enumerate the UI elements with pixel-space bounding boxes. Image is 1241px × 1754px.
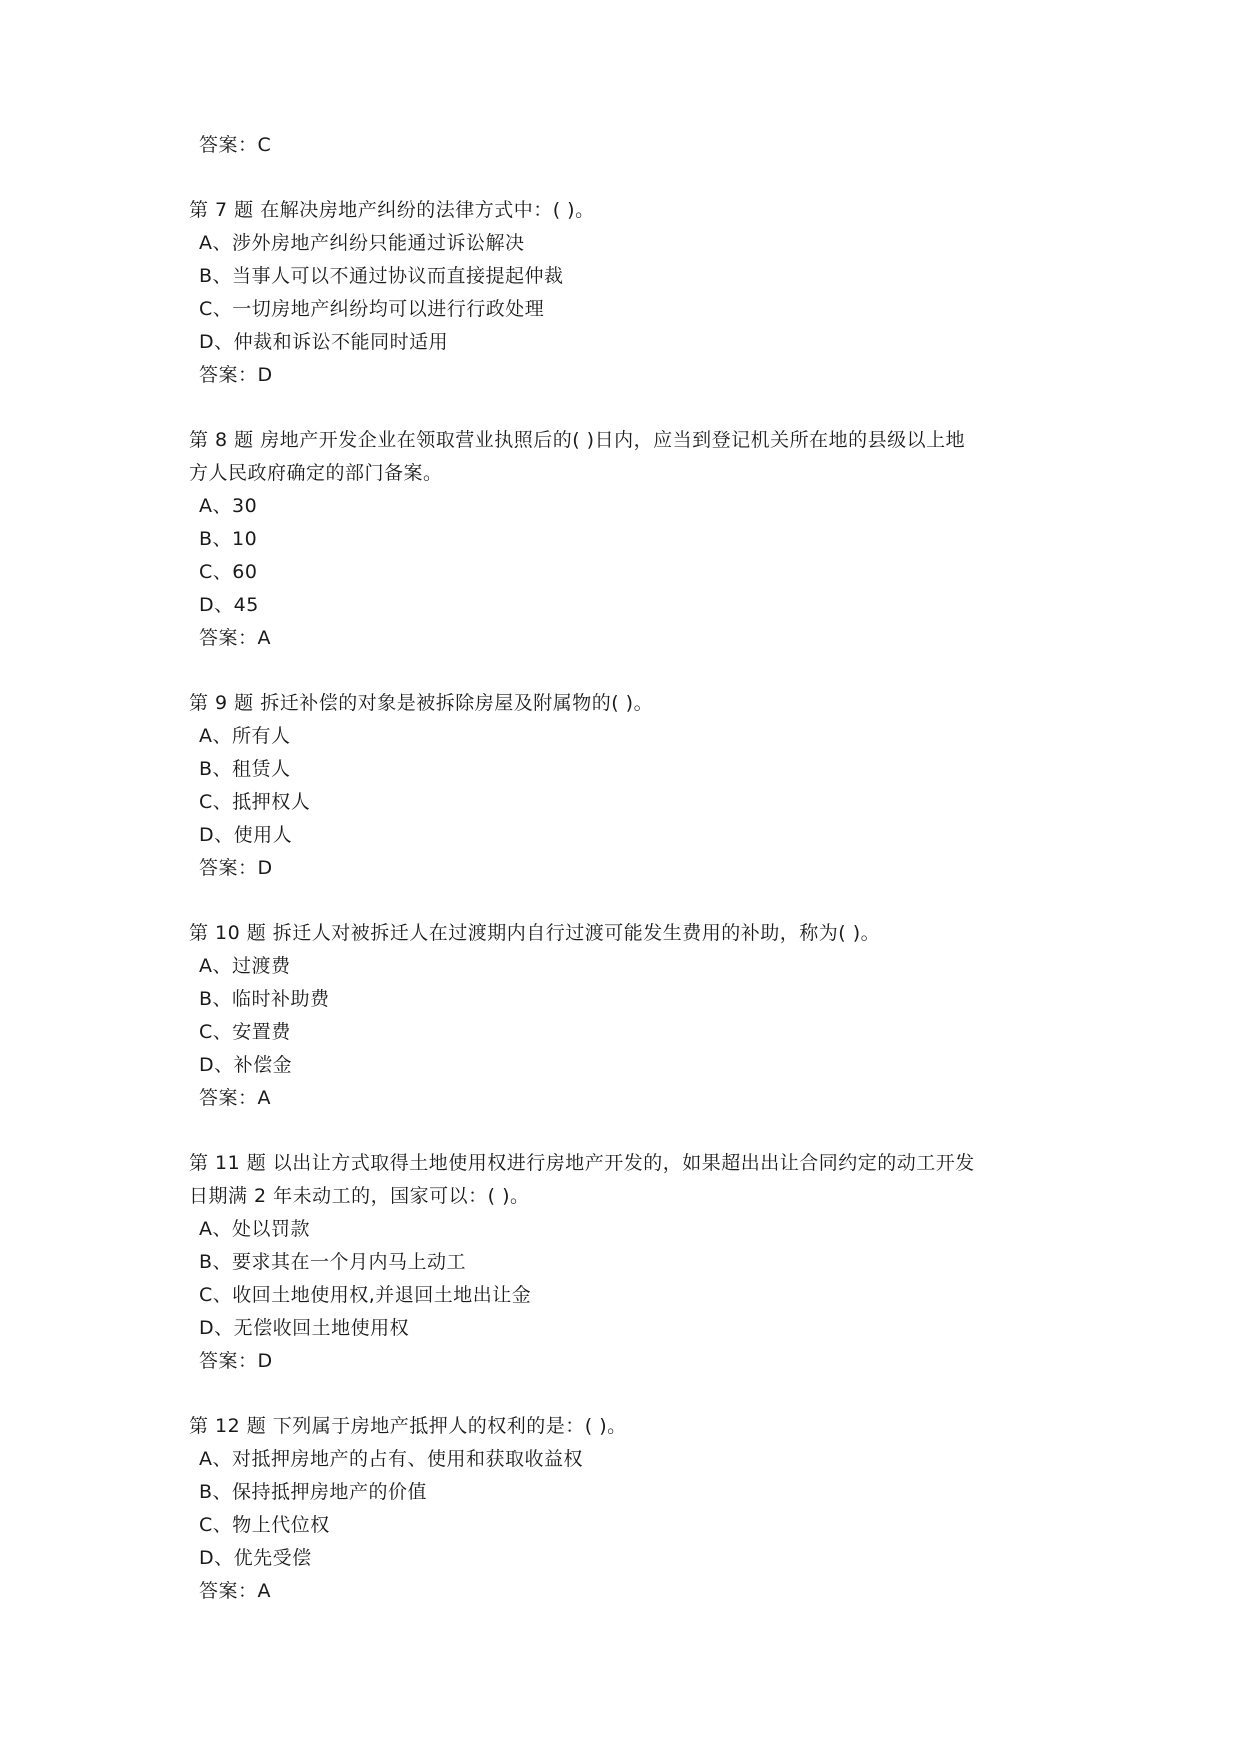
question-8-option-c: C、60	[199, 561, 258, 583]
question-11-stem-line-1: 第 11 题 以出让方式取得土地使用权进行房地产开发的，如果超出出让合同约定的动工开发	[189, 1152, 975, 1174]
question-12-option-b: B、保持抵押房地产的价值	[199, 1481, 428, 1503]
question-9-option-d: D、使用人	[199, 824, 293, 846]
question-8-answer: 答案：A	[199, 627, 271, 649]
question-11-option-b: B、要求其在一个月内马上动工	[199, 1251, 467, 1273]
question-7-stem: 第 7 题 在解决房地产纠纷的法律方式中：( )。	[189, 199, 595, 221]
question-12-option-c: C、物上代位权	[199, 1514, 330, 1536]
question-11-option-a: A、处以罚款	[199, 1218, 310, 1240]
question-10-option-c: C、安置费	[199, 1021, 291, 1043]
question-8-option-d: D、45	[199, 594, 259, 616]
question-9-answer: 答案：D	[199, 857, 273, 879]
question-8-option-b: B、10	[199, 528, 258, 550]
question-11-stem-line-2: 日期满 2 年未动工的，国家可以：( )。	[189, 1185, 530, 1207]
question-7-answer: 答案：D	[199, 364, 273, 386]
question-12-option-d: D、优先受偿	[199, 1547, 312, 1569]
question-10-stem: 第 10 题 拆迁人对被拆迁人在过渡期内自行过渡可能发生费用的补助，称为( )。	[189, 922, 881, 944]
question-7-option-d: D、仲裁和诉讼不能同时适用	[199, 331, 449, 353]
question-9-option-b: B、租赁人	[199, 758, 291, 780]
question-9-option-a: A、所有人	[199, 725, 291, 747]
question-12-stem: 第 12 题 下列属于房地产抵押人的权利的是：( )。	[189, 1415, 627, 1437]
question-7-option-c: C、一切房地产纠纷均可以进行行政处理	[199, 298, 545, 320]
answer-q6: 答案：C	[199, 134, 272, 156]
question-10-option-a: A、过渡费	[199, 955, 291, 977]
question-11-option-d: D、无偿收回土地使用权	[199, 1317, 410, 1339]
question-8-stem-line-2: 方人民政府确定的部门备案。	[189, 462, 443, 484]
question-9-option-c: C、抵押权人	[199, 791, 311, 813]
question-7-option-b: B、当事人可以不通过协议而直接提起仲裁	[199, 265, 564, 287]
question-8-option-a: A、30	[199, 495, 258, 517]
question-11-option-c: C、收回土地使用权,并退回土地出让金	[199, 1284, 532, 1306]
question-9-stem: 第 9 题 拆迁补偿的对象是被拆除房屋及附属物的( )。	[189, 692, 654, 714]
question-10-option-d: D、补偿金	[199, 1054, 293, 1076]
question-12-option-a: A、对抵押房地产的占有、使用和获取收益权	[199, 1448, 583, 1470]
question-11-answer: 答案：D	[199, 1350, 273, 1372]
question-7-option-a: A、涉外房地产纠纷只能通过诉讼解决	[199, 232, 525, 254]
question-10-option-b: B、临时补助费	[199, 988, 330, 1010]
question-12-answer: 答案：A	[199, 1580, 271, 1602]
question-8-stem-line-1: 第 8 题 房地产开发企业在领取营业执照后的( )日内，应当到登记机关所在地的县级以上地	[189, 429, 966, 451]
question-10-answer: 答案：A	[199, 1087, 271, 1109]
